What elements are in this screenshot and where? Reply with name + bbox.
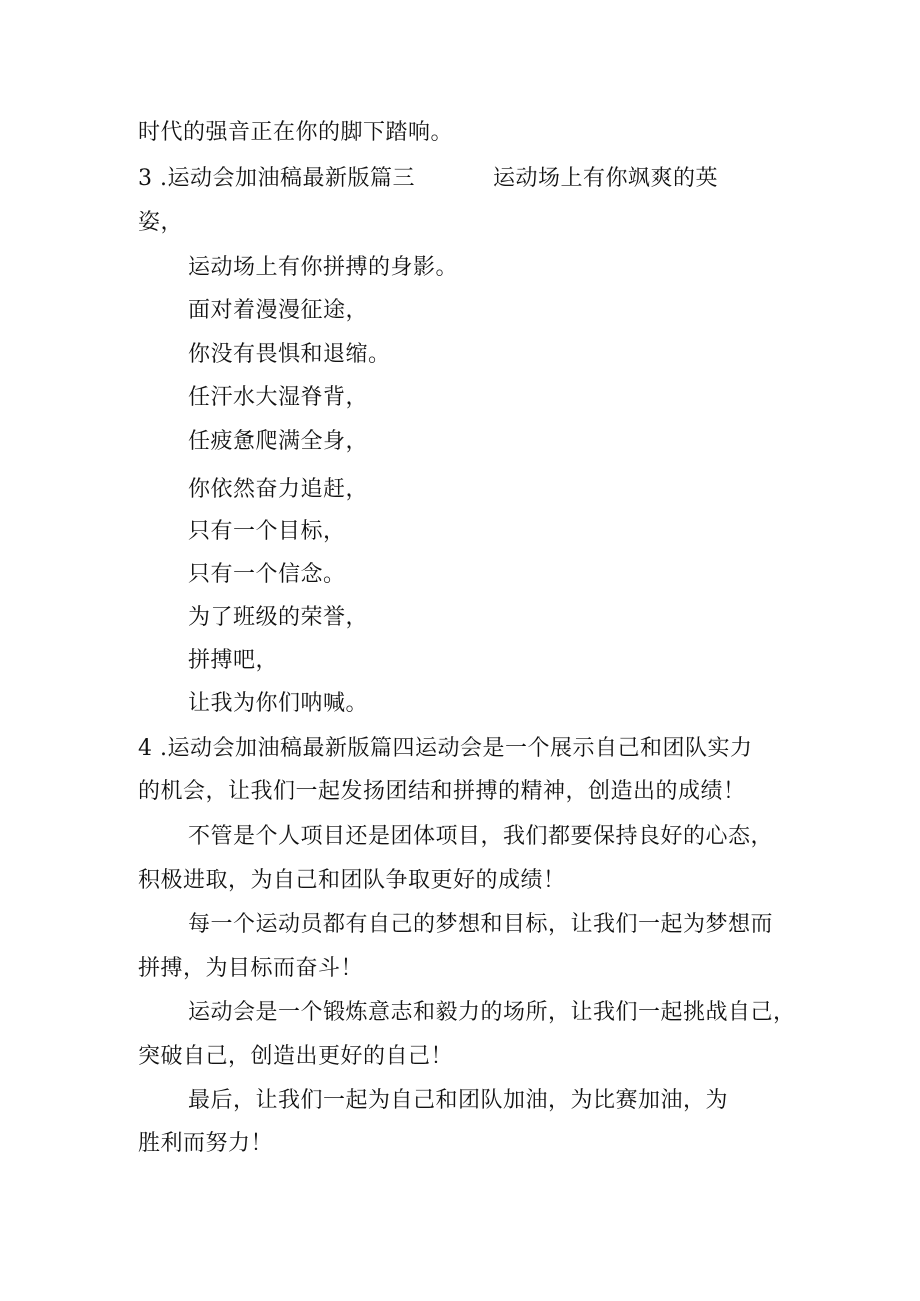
verse-line: 面对着漫漫征途， — [188, 298, 369, 323]
section3-heading-title: 3 .运动会加油稿最新版篇三 — [138, 166, 415, 191]
verse-line: 任疲惫爬满全身， — [188, 429, 369, 454]
paragraph-line: 每一个运动员都有自己的梦想和目标，让我们一起为梦想而 — [188, 912, 774, 937]
paragraph-line: 拼搏，为目标而奋斗！ — [138, 956, 364, 981]
verse-line: 只有一个目标， — [188, 519, 346, 544]
verse-line: 运动场上有你拼搏的身影。 — [188, 255, 459, 280]
verse-line: 为了班级的荣誉， — [188, 605, 369, 630]
verse-line: 你没有畏惧和退缩。 — [188, 342, 391, 367]
verse-line: 只有一个信念。 — [188, 562, 346, 587]
paragraph-line: 运动会是一个锻炼意志和毅力的场所，让我们一起挑战自己， — [188, 1000, 796, 1025]
section3-heading-tail: 运动场上有你飒爽的英 — [492, 166, 718, 191]
verse-line: 你依然奋力追赶， — [188, 477, 369, 502]
paragraph-line: 胜利而努力！ — [138, 1131, 274, 1156]
verse-line: 拼搏吧， — [188, 648, 279, 673]
section3-heading — [138, 164, 718, 194]
paragraph-line: 积极进取，为自己和团队争取更好的成绩！ — [138, 868, 566, 893]
section4-heading-line1: 4 .运动会加油稿最新版篇四运动会是一个展示自己和团队实力 — [138, 736, 753, 761]
verse-line: 让我为你们呐喊。 — [188, 691, 369, 716]
verse-line: 任汗水大湿脊背， — [188, 385, 369, 410]
paragraph-line: 突破自己，创造出更好的自己！ — [138, 1044, 454, 1069]
section3-heading-wrap: 姿， — [138, 210, 184, 235]
paragraph-line: 最后，让我们一起为自己和团队加油，为比赛加油，为 — [188, 1088, 729, 1113]
paragraph-line: 不管是个人项目还是团体项目，我们都要保持良好的心态， — [188, 824, 774, 849]
section4-heading-line2: 的机会，让我们一起发扬团结和拼搏的精神，创造出的成绩！ — [138, 779, 746, 804]
intro-line: 时代的强音正在你的脚下踏响。 — [138, 120, 454, 145]
